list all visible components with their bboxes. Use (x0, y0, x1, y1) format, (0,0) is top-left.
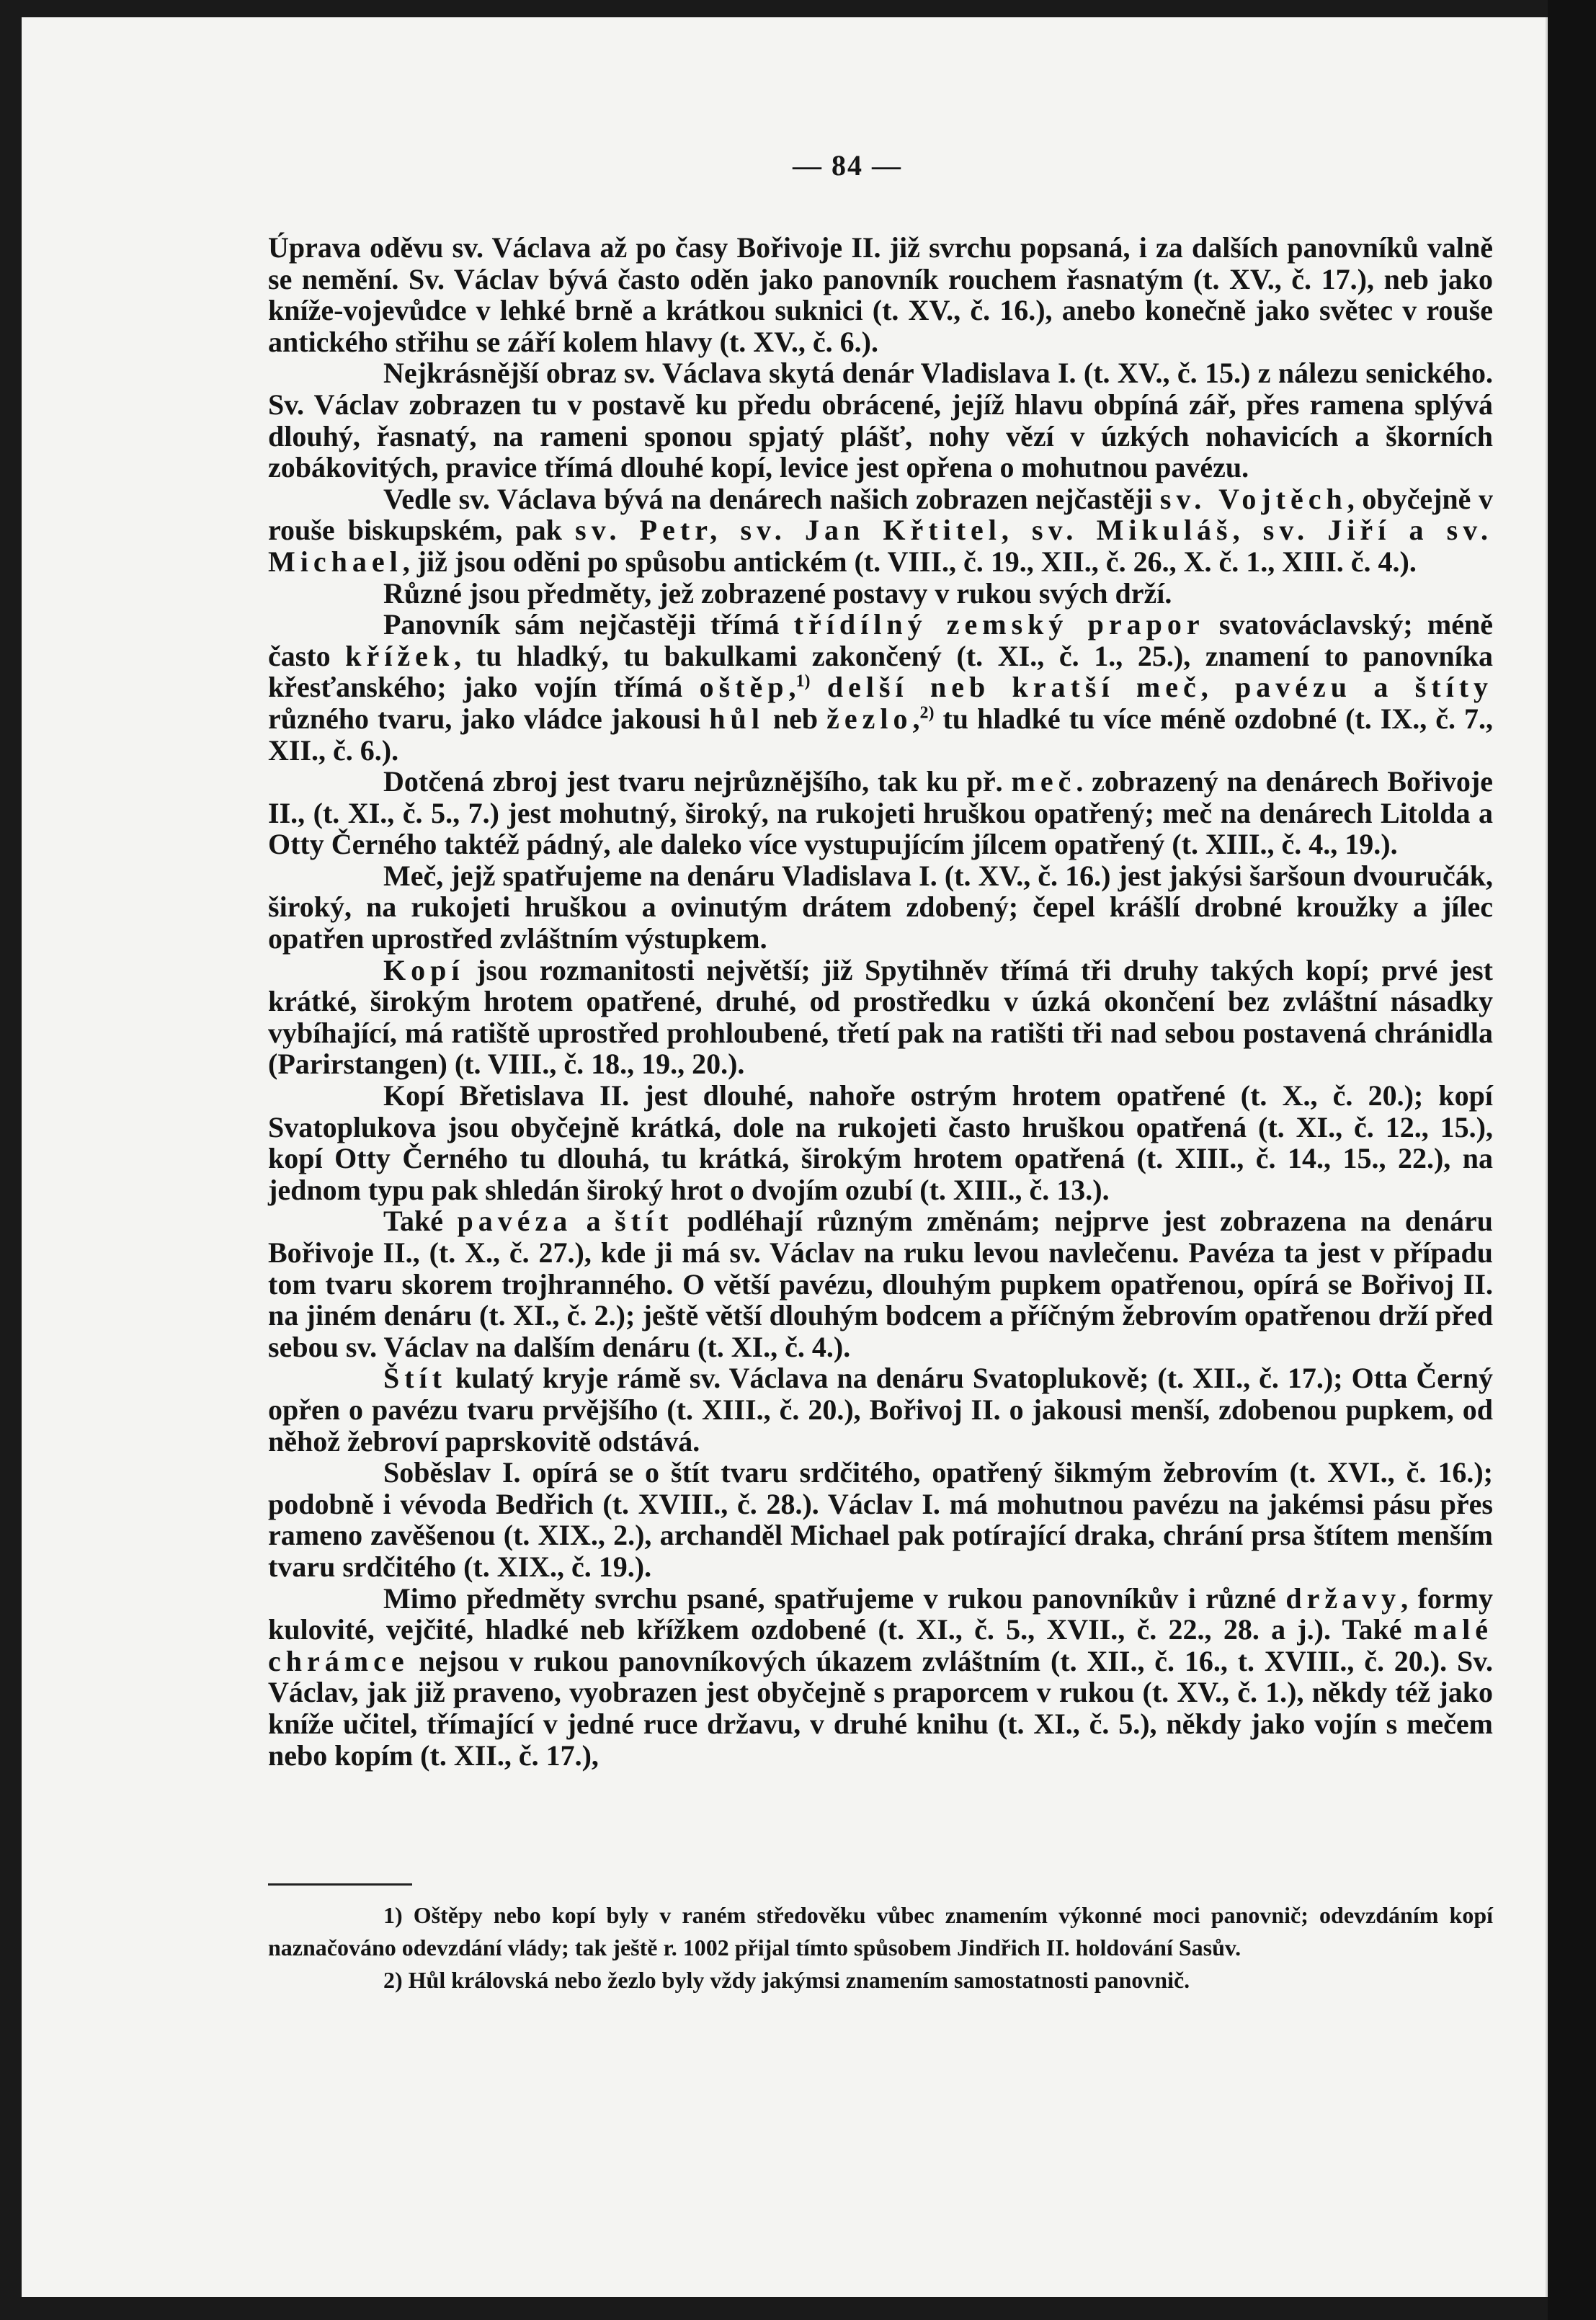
spaced-emphasis: křížek (345, 639, 455, 672)
text-run: . zobrazený na denárech Bořivoje II., (t. XI., č. 5., 7.) jest mohutný, široký, na rukojeti hruškou opatřený; meč na denárech Litolda a Otty Černého taktéž pádný, ale daleko více vystupujícím jílcem opatřený (t. XIII., č. 4., 19.). (268, 765, 1493, 861)
footnote-rule (268, 1883, 412, 1886)
footnote-ref: 2) (919, 703, 935, 723)
text-run: Soběslav I. opírá se o štít tvaru srdčitého, opatřený šikmým žebrovím (t. XVI., č. 16.); podobně i vévoda Bedřich (t. XVIII., č. 28.). Václav I. má mohutnou pavézu na jakémsi pásu přes rameno zavěšenou (t. XIX., 2.), archanděl Michael pak potírající draka, chrání prsa štítem menším tvaru srdčitého (t. XIX., č. 19.). (268, 1456, 1493, 1583)
text-run: , již jsou oděni po spůsobu antickém (t. VIII., č. 19., XII., č. 26., X. č. 1., XIII. č. 4.). (402, 545, 1417, 578)
text-run: nejsou v rukou panovníkových úkazem zvláštním (t. XII., č. 16., t. XVIII., č. 20.). Sv. Václav, jak již praveno, vyobrazen jest obyčejně s praporcem v rukou (t. XV., č. 1.), někdy též jako kníže učitel, třímající v jedné ruce državu, v druhé knihu (t. XI., č. 5.), někdy jako vojín s mečem nebo kopím (t. XII., č. 17.), (268, 1644, 1493, 1772)
spaced-emphasis: sv. Vojtěch (1159, 482, 1347, 515)
paragraph (268, 1362, 1493, 1457)
text-run: Nejkrásnější obraz sv. Václava skytá denár Vladislava I. (t. XV., č. 15.) z nálezu senického. Sv. Václav zobrazen tu v postavě ku předu obrácené, jejíž hlavu obpíná zář, přes ramena splývá dlouhý, řasnatý, na rameni sponou spjatý plášť, nohy vězí v úzkých nohavicích a škorních zobákovitých, pravice třímá dlouhé kopí, levice jest opřena o mohutnou pavézu. (268, 357, 1493, 484)
paragraph (268, 578, 1493, 610)
spaced-emphasis: Kopí (383, 953, 465, 986)
text-run: Vedle sv. Václava bývá na denárech našich zobrazen nejčastěji (383, 482, 1160, 515)
text-run: jsou rozmanitosti největší; již Spytihněv třímá tři druhy takých kopí; prvé jest krátké, širokým hrotem opatřené, druhé, od prostředku v úzká okončení bez zvláštní násadky vybíhající, má ratiště uprostřed prohloubené, třetí pak na ratišti tři nad sebou postavená chránidla (Parirstangen) (t. VIII., č. 18., 19., 20.). (268, 953, 1493, 1081)
footnote-mark: 2) (383, 1967, 403, 1993)
text-run: , formy kulovité, vejčité, hladké neb křížkem ozdobené (t. XI., č. 5., XVII., č. 22., 28. a j.). Také (268, 1581, 1493, 1646)
text-run: Také (383, 1205, 458, 1238)
book-spine-shadow (1548, 0, 1596, 2320)
text-run: Úprava oděvu sv. Václava až po časy Bořivoje II. již svrchu popsaná, i za dalších panovníků valně se nemění. Sv. Václav bývá často oděn jako panovník rouchem řasnatým (t. XV., č. 17.), neb jako kníže-vojevůdce v lehké brně a krátkou suknici (t. XV., č. 16.), anebo konečně jako světec v rouše antického střihu se září kolem hlavy (t. XV., č. 6.). (268, 231, 1493, 358)
text-run: různého tvaru, jako vládce jakousi (268, 702, 710, 735)
paragraph (268, 1457, 1493, 1582)
spaced-emphasis: delší neb kratší meč, pavézu a štíty (826, 671, 1494, 704)
spaced-emphasis: hůl (709, 702, 764, 735)
footnote-mark: 1) (383, 1902, 403, 1928)
text-run: , obyčejně v rouše biskupském, pak (268, 482, 1494, 547)
spaced-emphasis: Štít (383, 1362, 447, 1395)
text-run: kulatý kryje rámě sv. Václava na denáru Svatoplukově; (t. XII., č. 17.); Otta Černý opřen o pavézu tvaru prvějšího (t. XIII., č. 20.), Bořivoj II. o jakousi menší, zdobenou pupkem, od něhož žebroví paprskovitě odstává. (268, 1362, 1493, 1458)
text-run: svatováclavský; méně často (268, 608, 1493, 672)
footnote-text: Hůl královská nebo žezlo byly vždy jakýmsi znamením samostatnosti panovnič. (402, 1967, 1190, 1993)
spaced-emphasis: oštěp (699, 671, 789, 704)
paragraph (268, 483, 1493, 578)
text-run: tu hladké tu více méně ozdobné (t. IX., č. 7., XII., č. 6.). (268, 702, 1494, 767)
page-number: — 84 — (793, 149, 902, 182)
spaced-emphasis: meč (1011, 765, 1076, 798)
spaced-emphasis: državy (1285, 1581, 1401, 1615)
paragraph (268, 609, 1493, 766)
paragraph (268, 1583, 1493, 1772)
spaced-emphasis: pavéza (457, 1205, 573, 1238)
footnote-ref: 1) (795, 672, 811, 691)
spaced-emphasis: sv. Petr, sv. Jan Křtitel, sv. Mikuláš, sv. Jiří a sv. Michael (268, 514, 1494, 578)
text-run: podléhají různým změnám; nejprve jest zobrazena na denáru Bořivoje II., (t. X., č. 27.), kde ji má sv. Václav na ruku levou navlečenu. Pavéza ta jest v případu tom tvaru skorem trojhranného. O větší pavézu, dlouhým pupkem opatřenou, opírá se Bořivoj II. na jiném denáru (t. XI., č. 2.); ještě větší dlouhým bodcem a příčným žebrovím opatřenou drží před sebou sv. Václav na dalším denáru (t. XI., č. 4.). (268, 1205, 1494, 1363)
text-run: neb (764, 702, 827, 735)
body-text (268, 232, 1493, 1771)
spaced-emphasis: třídílný zemský prapor (793, 608, 1205, 641)
spaced-emphasis: malé chrámce (268, 1613, 1493, 1677)
text-run: Kopí Břetislava II. jest dlouhé, nahoře ostrým hrotem opatřené (t. X., č. 20.); kopí Svatoplukova jsou obyčejně krátká, dole na rukojeti často hruškou opatřená (t. XI., č. 12., 15.), kopí Otty Černého tu dlouhá, tu krátká, širokým hrotem opatřená (t. XIII., č. 14., 15., 22.), na jednom typu pak shledán široký hrot o dvojím ozubí (t. XIII., č. 13.). (268, 1079, 1493, 1206)
footnote-text: Oštěpy nebo kopí byly v raném středověku vůbec znamením výkonné moci panovnič; odevzdáním kopí naznačováno odevzdání vlády; tak ještě r. 1002 přijal tímto spůsobem Jindřich II. holdování Sasův. (268, 1902, 1493, 1960)
footnote (268, 1964, 1493, 1996)
text-run: , tu hladký, tu bakulkami zakončený (t. XI., č. 1., 25.), znamení to panovníka křesťanského; jako vojín třímá (268, 639, 1493, 704)
text-run: Meč, jejž spatřujeme na denáru Vladislava I. (t. XV., č. 16.) jest jakýsi šaršoun dvouručák, široký, na rukojeti hruškou a ovinutým drátem zdobený; čepel krášlí drobné kroužky a jílec opatřen uprostřed zvláštním výstupkem. (268, 859, 1493, 955)
paragraph (268, 860, 1493, 955)
footnote (268, 1899, 1493, 1964)
text-run (811, 671, 827, 703)
paragraph (268, 1205, 1493, 1362)
text-run: a (572, 1205, 615, 1238)
text-run: , (912, 702, 920, 735)
footnotes (268, 1899, 1493, 1996)
paragraph (268, 1080, 1493, 1205)
spaced-emphasis: štít (615, 1205, 674, 1238)
text-run: Panovník sám nejčastěji třímá (383, 608, 794, 641)
text-run: Dotčená zbroj jest tvaru nejrůznějšího, tak ku př. (383, 765, 1012, 798)
text-run: Různé jsou předměty, jež zobrazené postavy v rukou svých drží. (383, 576, 1172, 610)
text-run: , (788, 671, 796, 704)
spaced-emphasis: žezlo (826, 702, 913, 735)
text-run: Mimo předměty svrchu psané, spatřujeme v rukou panovníkův i různé (383, 1581, 1286, 1615)
paragraph (268, 955, 1493, 1080)
paragraph (268, 357, 1493, 483)
paragraph (268, 232, 1493, 357)
paragraph (268, 766, 1493, 860)
